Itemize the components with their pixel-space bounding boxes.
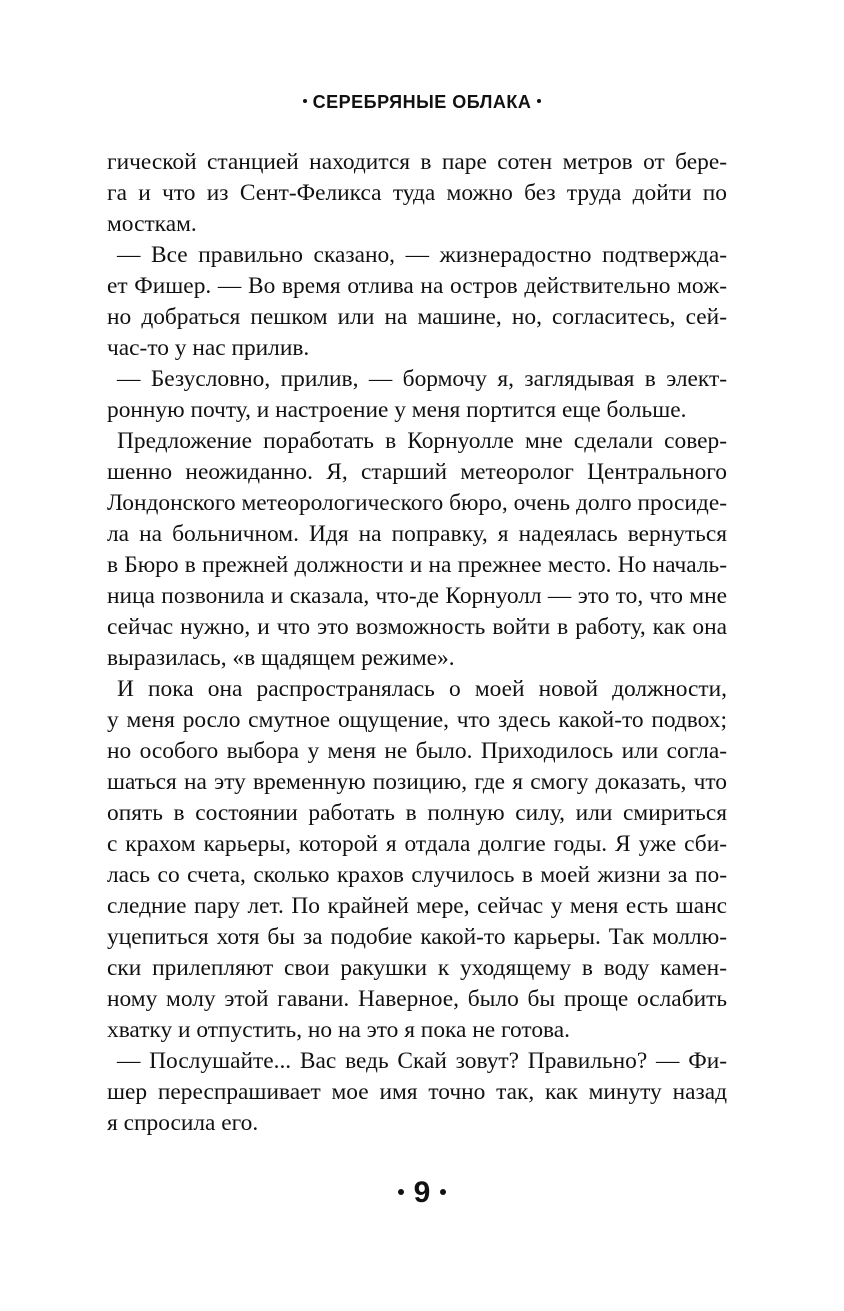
text-line: — Все правильно сказано, — жизнерадостно подтвержда- — [117, 242, 727, 268]
text-line: хватку и отпустить, но на это я пока не готова. — [107, 1017, 570, 1043]
text-line: гической станцией находится в паре сотен метров от бере- — [107, 149, 727, 175]
running-head — [0, 92, 844, 113]
text-line: ница позвонила и сказала, что-де Корнуолл — это то, что мне — [107, 583, 727, 609]
text-line: с крахом карьеры, которой я отдала долгие годы. Я уже сби- — [107, 831, 727, 857]
text-line: у меня росло смутное ощущение, что здесь какой-то подвох; — [107, 707, 727, 733]
text-line: шенно неожиданно. Я, старший метеоролог Центрального — [107, 459, 727, 485]
page-number-value: 9 — [413, 1176, 431, 1209]
text-line: ет Фишер. — Во время отлива на остров действительно мож- — [107, 273, 727, 299]
text-line: — Послушайте... Вас ведь Скай зовут? Правильно? — Фи- — [117, 1048, 727, 1074]
text-line: И пока она распространялась о моей новой должности, — [117, 676, 727, 702]
text-line: Предложение поработать в Корнуолле мне сделали совер- — [117, 428, 727, 454]
text-line: лась со счета, сколько крахов случилось в моей жизни за по- — [107, 862, 727, 888]
text-line: га и что из Сент-Феликса туда можно без труда дойти по — [107, 180, 727, 206]
bullet-icon — [398, 1189, 404, 1195]
text-line: опять в состоянии работать в полную силу, или смириться — [107, 800, 727, 826]
text-line: но добраться пешком или на машине, но, согласитесь, сей- — [107, 304, 727, 330]
text-line: в Бюро в прежней должности и на прежнее место. Но началь- — [107, 552, 727, 578]
text-line: мосткам. — [107, 211, 197, 237]
body-text — [107, 147, 727, 1139]
text-line: я спросила его. — [107, 1110, 259, 1136]
text-line: час-то у нас прилив. — [107, 335, 310, 361]
text-line: ронную почту, и настроение у меня портится еще больше. — [107, 397, 687, 423]
bullet-icon — [440, 1189, 446, 1195]
text-line: выразилась, «в щадящем режиме». — [107, 645, 455, 671]
text-line: но особого выбора у меня не было. Приходилось или согла- — [107, 738, 727, 764]
text-line: ла на больничном. Идя на поправку, я надеялась вернуться — [107, 521, 727, 547]
text-line: шер переспрашивает мое имя точно так, как минуту назад — [107, 1079, 727, 1105]
text-line: ному молу этой гавани. Наверное, было бы проще ослабить — [107, 986, 727, 1012]
text-line: сейчас нужно, и что это возможность войти в работу, как она — [107, 614, 727, 640]
text-line: уцепиться хотя бы за подобие какой-то карьеры. Так моллю- — [107, 924, 727, 950]
text-line: — Безусловно, прилив, — бормочу я, заглядывая в элект- — [117, 366, 727, 392]
text-line: ски прилепляют свои ракушки к уходящему в воду камен- — [107, 955, 727, 981]
bullet-icon — [303, 99, 307, 103]
text-line: Лондонского метеорологического бюро, очень долго просиде- — [107, 490, 727, 516]
page-number — [0, 1176, 844, 1210]
text-line: шаться на эту временную позицию, где я смогу доказать, что — [107, 769, 727, 795]
text-line: следние пару лет. По крайней мере, сейчас у меня есть шанс — [107, 893, 727, 919]
bullet-icon — [537, 99, 541, 103]
running-head-title: СЕРЕБРЯНЫЕ ОБЛАКА — [312, 92, 532, 112]
